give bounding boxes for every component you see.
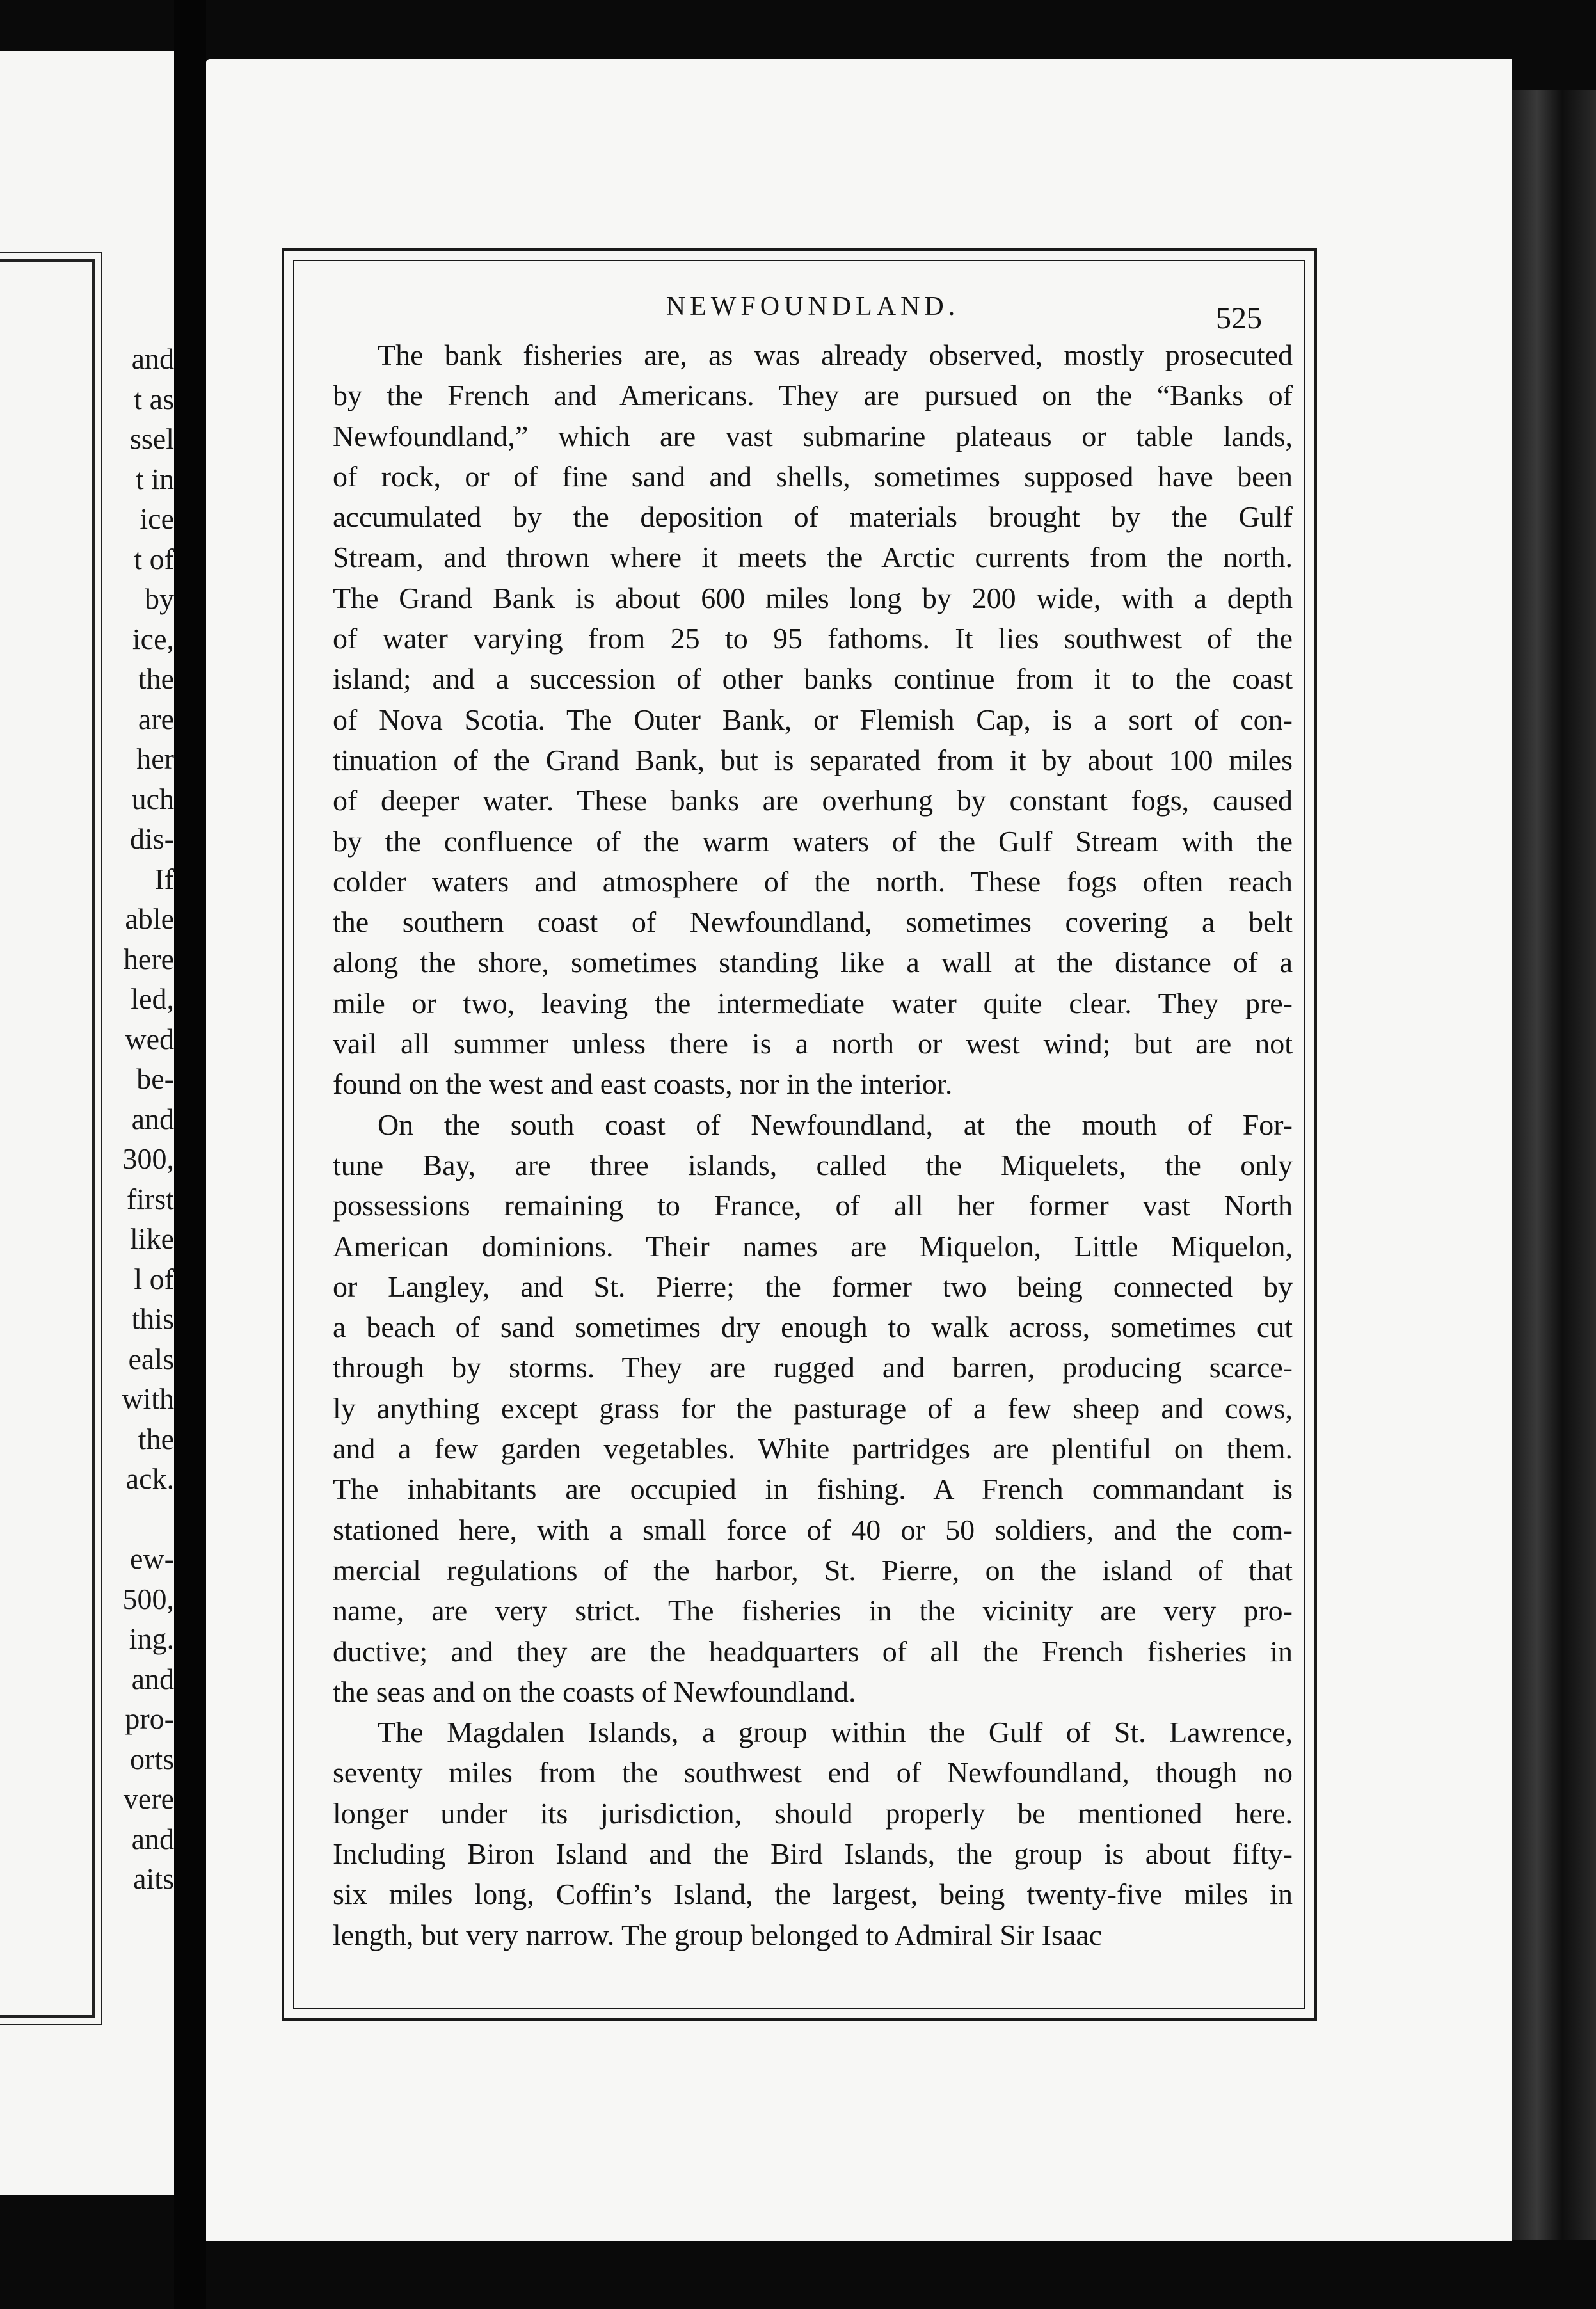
- text-line: ductive; and they are the headquarters of all the French fisheries in: [333, 1634, 1293, 1668]
- text-line: mile or two, leaving the intermediate water quite clear. They pre-: [333, 986, 1293, 1019]
- text-line: a beach of sand sometimes dry enough to walk across, sometimes cut: [333, 1311, 1293, 1344]
- text-line: American dominions. Their names are Miquelon, Little Miquelon,: [333, 1229, 1293, 1263]
- text-line: longer under its jurisdiction, should properly be mentioned here.: [333, 1796, 1293, 1830]
- left-page-line-fragment: led,: [131, 982, 174, 1015]
- text-line: found on the west and east coasts, nor in the interior.: [333, 1067, 953, 1101]
- left-page-line-fragment: orts: [130, 1742, 174, 1775]
- left-page-line-fragment: ssel: [130, 422, 174, 455]
- left-facing-page: [0, 51, 174, 2195]
- left-page-line-fragment: vere: [123, 1782, 174, 1815]
- left-page-line-fragment: the: [138, 662, 174, 695]
- paragraph: [333, 335, 1293, 1105]
- left-page-line-fragment: aits: [133, 1862, 174, 1895]
- left-page-line-fragment: dis-: [130, 822, 174, 855]
- left-page-line-fragment: wed: [125, 1022, 174, 1055]
- text-line: possessions remaining to France, of all her former vast North: [333, 1189, 1293, 1222]
- text-line: seventy miles from the southwest end of Newfoundland, though no: [333, 1756, 1293, 1789]
- left-page-line-fragment: and: [131, 1102, 174, 1135]
- text-line: island; and a succession of other banks continue from it to the coast: [333, 662, 1293, 696]
- page-edges: [1512, 90, 1596, 2240]
- page-number: 525: [1216, 301, 1262, 335]
- left-page-line-fragment: t in: [135, 462, 174, 495]
- left-page-line-fragment: eals: [128, 1342, 174, 1375]
- left-page-line-fragment: be-: [136, 1062, 174, 1095]
- text-line: The Grand Bank is about 600 miles long by 200 wide, with a depth: [333, 581, 1293, 614]
- text-line: name, are very strict. The fisheries in the vicinity are very pro-: [333, 1594, 1293, 1627]
- left-page-line-fragment: ice,: [132, 622, 174, 655]
- text-line: Including Biron Island and the Bird Islands, the group is about fifty-: [333, 1837, 1293, 1870]
- left-page-line-fragment: [46, 1499, 174, 1540]
- text-line: of Nova Scotia. The Outer Bank, or Flemish Cap, is a sort of con-: [333, 703, 1293, 736]
- left-page-line-fragment: If: [154, 862, 174, 895]
- left-page-line-fragment: first: [126, 1182, 174, 1215]
- text-line: Stream, and thrown where it meets the Arctic currents from the north.: [333, 541, 1293, 574]
- text-line: On the south coast of Newfoundland, at the mouth of For-: [378, 1108, 1293, 1141]
- left-page-line-fragment: 500,: [122, 1582, 174, 1615]
- left-page-line-fragment: this: [131, 1302, 174, 1335]
- left-page-line-fragment: l of: [134, 1262, 174, 1295]
- left-page-line-fragment: her: [136, 742, 174, 775]
- text-line: by the confluence of the warm waters of the Gulf Stream with the: [333, 824, 1293, 858]
- text-line: Newfoundland,” which are vast submarine plateaus or table lands,: [333, 419, 1293, 452]
- left-page-line-fragment: are: [138, 702, 174, 735]
- text-line: The inhabitants are occupied in fishing. A French commandant is: [333, 1473, 1293, 1506]
- text-line: through by storms. They are rugged and barren, producing scarce-: [333, 1351, 1293, 1384]
- left-page-line-fragment: and: [131, 1662, 174, 1695]
- left-page-line-fragment: ing.: [129, 1622, 174, 1655]
- left-page-line-fragment: here: [123, 942, 174, 975]
- text-line: ly anything except grass for the pasturage of a few sheep and cows,: [333, 1391, 1293, 1425]
- text-line: the seas and on the coasts of Newfoundland.: [333, 1675, 856, 1708]
- left-page-line-fragment: able: [125, 902, 174, 935]
- left-page-line-fragment: like: [130, 1222, 174, 1255]
- text-line: along the shore, sometimes standing like a wall at the distance of a: [333, 946, 1293, 979]
- text-line: accumulated by the deposition of materials brought by the Gulf: [333, 500, 1293, 534]
- left-page-line-fragment: ice: [140, 502, 174, 535]
- text-line: of deeper water. These banks are overhung by constant fogs, caused: [333, 784, 1293, 817]
- text-line: or Langley, and St. Pierre; the former two being connected by: [333, 1270, 1293, 1303]
- left-page-line-fragment: with: [122, 1382, 174, 1415]
- text-line: mercial regulations of the harbor, St. Pierre, on the island of that: [333, 1553, 1293, 1586]
- left-page-line-fragment: ack.: [125, 1462, 174, 1495]
- text-line: six miles long, Coffin’s Island, the largest, being twenty-five miles in: [333, 1878, 1293, 1911]
- book-gutter: [174, 0, 206, 2309]
- left-page-line-fragment: and: [131, 342, 174, 375]
- left-page-line-fragment: pro-: [125, 1702, 174, 1735]
- text-line: the southern coast of Newfoundland, sometimes covering a belt: [333, 906, 1293, 939]
- text-line: by the French and Americans. They are pursued on the “Banks of: [333, 379, 1293, 412]
- text-line: of rock, or of fine sand and shells, sometimes supposed have been: [333, 459, 1293, 493]
- left-page-text-fragments: [46, 339, 174, 1899]
- running-head: NEWFOUNDLAND.: [666, 292, 960, 321]
- left-page-line-fragment: t as: [134, 382, 174, 415]
- left-page-line-fragment: uch: [131, 782, 174, 815]
- left-page-line-fragment: and: [131, 1822, 174, 1855]
- text-line: of water varying from 25 to 95 fathoms. It lies southwest of the: [333, 622, 1293, 655]
- text-line: tune Bay, are three islands, called the Miquelets, the only: [333, 1148, 1293, 1181]
- paragraph: [333, 1712, 1293, 1955]
- text-line: vail all summer unless there is a north or west wind; but are not: [333, 1027, 1293, 1060]
- left-page-line-fragment: by: [145, 582, 174, 615]
- body-text: [333, 335, 1293, 1955]
- left-page-line-fragment: t of: [134, 542, 174, 575]
- paragraph: [333, 1105, 1293, 1712]
- text-line: length, but very narrow. The group belonged to Admiral Sir Isaac: [333, 1918, 1103, 1951]
- text-line: stationed here, with a small force of 40 or 50 soldiers, and the com-: [333, 1513, 1293, 1546]
- text-line: The bank fisheries are, as was already observed, mostly prosecuted: [378, 339, 1293, 371]
- text-line: and a few garden vegetables. White partridges are plentiful on them.: [333, 1432, 1293, 1466]
- left-page-line-fragment: 300,: [122, 1142, 174, 1175]
- left-page-line-fragment: ew-: [130, 1542, 174, 1575]
- left-page-line-fragment: the: [138, 1422, 174, 1455]
- text-line: The Magdalen Islands, a group within the Gulf of St. Lawrence,: [378, 1716, 1293, 1749]
- text-line: colder waters and atmosphere of the north. These fogs often reach: [333, 865, 1293, 898]
- text-line: tinuation of the Grand Bank, but is separated from it by about 100 miles: [333, 743, 1293, 776]
